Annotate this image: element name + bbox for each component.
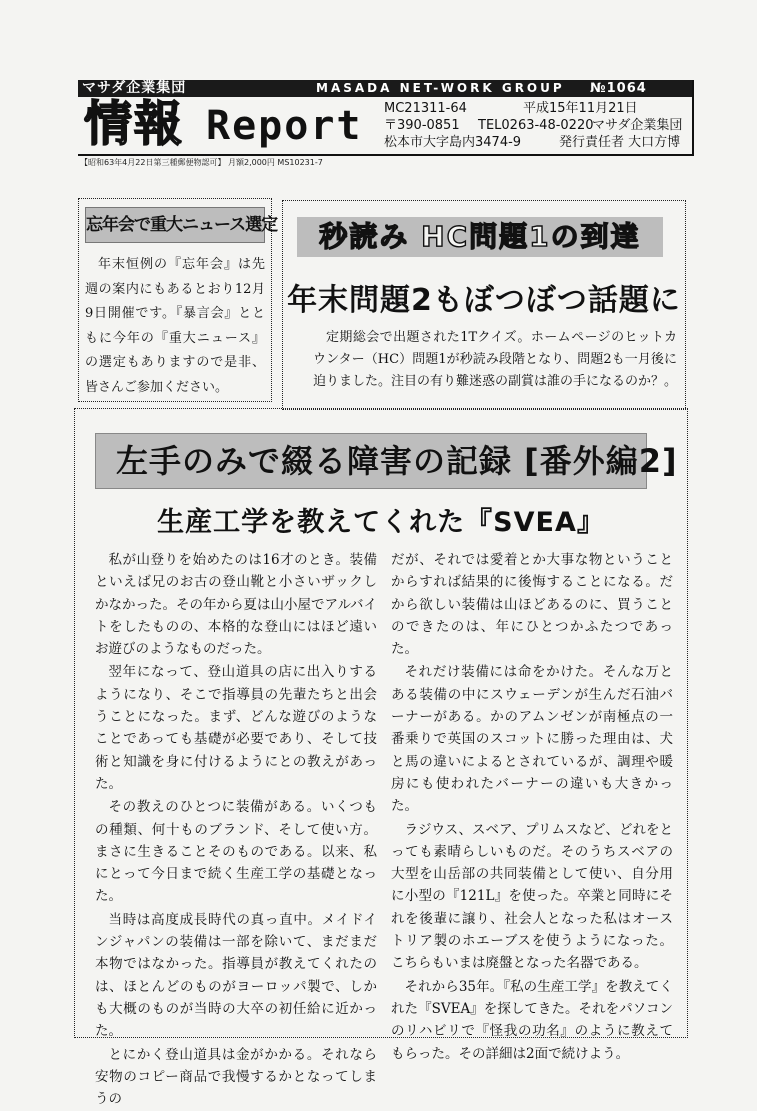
paragraph: 当時は高度成長時代の真っ直中。メイドインジャパンの装備は一部を除いて、まだまだ本物ではなかった。指導員が教えてくれたのは、ほとんどのものがヨーロッパ製で、しかも大概のものが当時の大卒の初任給に近かった。 — [95, 911, 377, 1040]
article-subhead: 年末問題2もぼつぼつ話題に — [287, 283, 681, 318]
issue-number: №1064 — [590, 81, 647, 96]
masthead-subline: 【昭和63年4月22日第三種郵便物認可】 月額2,000円 MS10231-7 — [80, 158, 323, 167]
publication-date: 平成15年11月21日 — [523, 101, 638, 116]
article-headline: 左手のみで綴る障害の記録 [番外編2] — [95, 433, 647, 489]
publication-code: MC21311-64 — [384, 101, 467, 116]
logo-kanji: 情報 — [84, 96, 185, 152]
paragraph: その教えのひとつに装備がある。いくつもの種類、何十ものブランド、そして使い方。まさに生きることそのものである。以来、私にとって今日まで続く生産工学の基礎となった。 — [95, 799, 377, 905]
paragraph: だが、それでは愛着とか大事な物ということからすれば結果的に後悔することになる。だから欲しい装備は山ほどあるのに、買うことのできたのは、年にひとつかふたつであった。 — [391, 552, 673, 658]
paragraph: 年末恒例の『忘年会』は先週の案内にもあるとおり12月9日開催です。『暴言会』とともに今年の『重大ニュース』の選定もありますので是非、皆さんご参加ください。 — [85, 257, 265, 395]
paragraph: ラジウス、スベア、プリムスなど、どれをとっても素晴らしいものだ。そのうちスベアの大型を山岳部の共同装備として使い、自分用に小型の『121L』を使った。卒業と同時にそれを後輩に譲り、社会人となった私はオーストリア製のホエーブスを使うようになった。こちらもいまは廃盤となった名器である。 — [391, 821, 673, 972]
masthead — [78, 80, 694, 156]
paragraph: とにかく登山道具は金がかかる。それなら安物のコピー商品で我慢するかとなってしまうの — [95, 1046, 377, 1108]
postal-code: 〒390-0851 — [384, 118, 460, 133]
article-disability-record — [74, 408, 688, 1108]
paragraph: それから35年。『私の生産工学』を教えてくれた『SVEA』を探してきた。それをパソコンのリハビリで『怪我の功名』のように教えてもらった。その詳細は2面で続けよう。 — [391, 978, 673, 1062]
masthead-strip — [78, 80, 692, 97]
paragraph: それだけ装備には命をかけた。そんな万とある装備の中にスウェーデンが生んだ石油バーナーがある。かのアムンゼンが南極点の一番乗りで英国のスコットに勝った理由は、犬と馬の違いによるとされているが、調理や暖房にも使われたバーナーの違いも大きかった。 — [391, 664, 673, 815]
logo-report: Report — [206, 103, 363, 149]
paragraph: 定期総会で出題された1Tクイズ。ホームページのヒットカウンター（HC）問題1が秒読み段階となり、問題2も一月後に迫りました。注目の有り難迷惑の副賞は誰の手になるのか？。 — [313, 330, 678, 389]
paragraph: 私が山登りを始めたのは16才のとき。装備といえば兄のお古の登山靴と小さいザックしかなかった。その年から夏は山小屋でアルバイトをしたものの、本格的な登山にはほど遠いお遊びのようなものだった。 — [95, 552, 378, 658]
text-column-left — [95, 549, 377, 1111]
group-name-en: MASADA NET-WORK GROUP — [316, 81, 565, 95]
article-year-end-party — [78, 198, 278, 402]
group-name-jp: マサダ企業集団 — [82, 80, 187, 96]
text-column-right — [391, 549, 673, 1066]
editor-in-charge: 発行責任者 大口方博 — [559, 135, 681, 150]
publisher-group: マサダ企業集団 — [592, 118, 683, 133]
telephone: TEL0263-48-0220 — [478, 118, 594, 133]
address: 松本市大字島内3474-9 — [384, 135, 522, 150]
article-headline: 秒読み HC問題1の到達 — [297, 217, 663, 257]
article-body — [85, 253, 265, 400]
article-body — [313, 327, 677, 393]
article-subhead: 生産工学を教えてくれた『SVEA』 — [157, 507, 605, 538]
paragraph: 翌年になって、登山道具の店に出入りするようになり、そこで指導員の先輩たちと出会うことになった。まず、どんな遊びのようなことであっても基礎が必要であり、そして技術と知識を身に付けるようにとの教えがあった。 — [95, 664, 377, 792]
article-hit-counter — [282, 200, 686, 410]
article-title: 忘年会で重大ニュース選定 — [85, 207, 265, 243]
